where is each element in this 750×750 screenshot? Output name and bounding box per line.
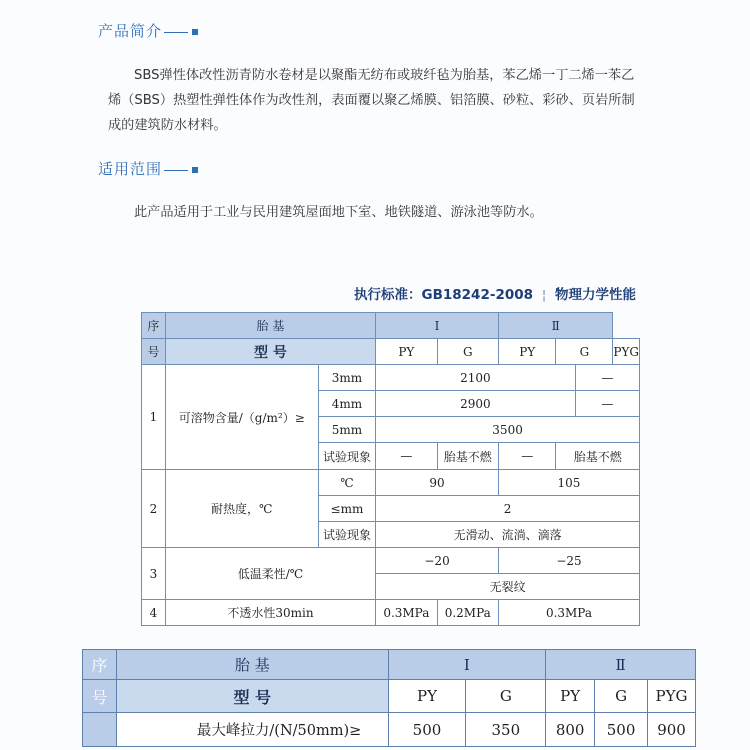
standard-label: 执行标准：GB18242-2008 <box>354 287 534 303</box>
value-cell: 3500 <box>376 417 640 443</box>
row-number: 3 <box>142 548 166 600</box>
property-name: 不透水性30min <box>165 600 375 626</box>
value-cell: — <box>575 391 639 417</box>
seq-header-top: 序 <box>142 313 166 339</box>
value-cell: 105 <box>498 470 639 496</box>
type-header: 型 号 <box>116 680 388 713</box>
sub-label: ℃ <box>318 470 375 496</box>
base-header: 胎 基 <box>165 313 375 339</box>
sub-label: 5mm <box>318 417 375 443</box>
tensile-table <box>82 649 696 747</box>
group2-header: Ⅱ <box>498 313 612 339</box>
value-cell: — <box>575 365 639 391</box>
seq-header-top: 序 <box>83 650 117 680</box>
property-name: 最大峰拉力/(N/50mm)≥ <box>116 713 388 747</box>
row-number: 2 <box>142 470 166 548</box>
value-cell: 无裂纹 <box>376 574 640 600</box>
type-header: 型 号 <box>165 339 375 365</box>
intro-line: 烯（SBS）热塑性弹性体作为改性剂，表面覆以聚乙烯膜、铝箔膜、砂粒、彩砂、页岩所制 <box>108 93 635 108</box>
value-cell: 胎基不燃 <box>437 443 498 470</box>
value-cell: 0.3MPa <box>376 600 437 626</box>
type-cell: PYG <box>648 680 696 713</box>
type-cell: PY <box>498 339 556 365</box>
type-cell: G <box>556 339 613 365</box>
intro-line: SBS弹性体改性沥青防水卷材是以聚酯无纺布或玻纤毡为胎基，苯乙烯一丁二烯一苯乙 <box>134 68 635 83</box>
scope-title: 适用范围 <box>98 160 163 178</box>
sub-label: 试验现象 <box>318 522 375 548</box>
property-name: 低温柔性/℃ <box>165 548 375 600</box>
group1-header: Ⅰ <box>376 313 499 339</box>
value-cell: 无滑动、流淌、滴落 <box>376 522 640 548</box>
value-cell: 2100 <box>376 365 576 391</box>
base-header: 胎 基 <box>116 650 388 680</box>
value-cell: — <box>498 443 556 470</box>
type-cell: G <box>437 339 498 365</box>
intro-line: 成的建筑防水材料。 <box>108 118 227 133</box>
value-cell: 0.2MPa <box>437 600 498 626</box>
property-name: 可溶物含量/（g/m²）≥ <box>165 365 318 470</box>
intro-title: 产品简介 <box>98 22 163 40</box>
intro-paragraph <box>108 63 694 138</box>
row-number: 1 <box>142 365 166 470</box>
sub-label: 4mm <box>318 391 375 417</box>
properties-table <box>141 312 640 626</box>
row-number <box>83 713 117 747</box>
type-cell: PY <box>388 680 466 713</box>
value-cell: 500 <box>388 713 466 747</box>
value-cell: 2 <box>376 496 640 522</box>
seq-header-bottom: 号 <box>83 680 117 713</box>
title-decoration-square <box>192 29 198 35</box>
group2-header: Ⅱ <box>546 650 696 680</box>
row-number: 4 <box>142 600 166 626</box>
standard-subject: 物理力学性能 <box>554 287 636 303</box>
standard-divider: ¦ <box>541 287 547 303</box>
standard-header <box>354 283 636 303</box>
value-cell: 800 <box>546 713 595 747</box>
value-cell: 0.3MPa <box>498 600 639 626</box>
value-cell: 350 <box>466 713 546 747</box>
value-cell: 500 <box>595 713 648 747</box>
sub-label: 3mm <box>318 365 375 391</box>
type-cell: PYG <box>613 339 640 365</box>
seq-header-bottom: 号 <box>142 339 166 365</box>
property-name: 耐热度，℃ <box>165 470 318 548</box>
value-cell: 90 <box>376 470 499 496</box>
value-cell: −25 <box>498 548 639 574</box>
title-decoration <box>164 170 188 171</box>
type-cell: PY <box>376 339 437 365</box>
type-cell: G <box>595 680 648 713</box>
value-cell: −20 <box>376 548 499 574</box>
title-decoration <box>164 32 188 33</box>
value-cell: 2900 <box>376 391 576 417</box>
type-cell: G <box>466 680 546 713</box>
value-cell: 胎基不燃 <box>556 443 640 470</box>
scope-text: 此产品适用于工业与民用建筑屋面地下室、地铁隧道、游泳池等防水。 <box>134 205 543 220</box>
group1-header: Ⅰ <box>388 650 546 680</box>
value-cell: 900 <box>648 713 696 747</box>
title-decoration-square <box>192 167 198 173</box>
type-cell: PY <box>546 680 595 713</box>
sub-label: 试验现象 <box>318 443 375 470</box>
sub-label: ≤mm <box>318 496 375 522</box>
value-cell: — <box>376 443 437 470</box>
